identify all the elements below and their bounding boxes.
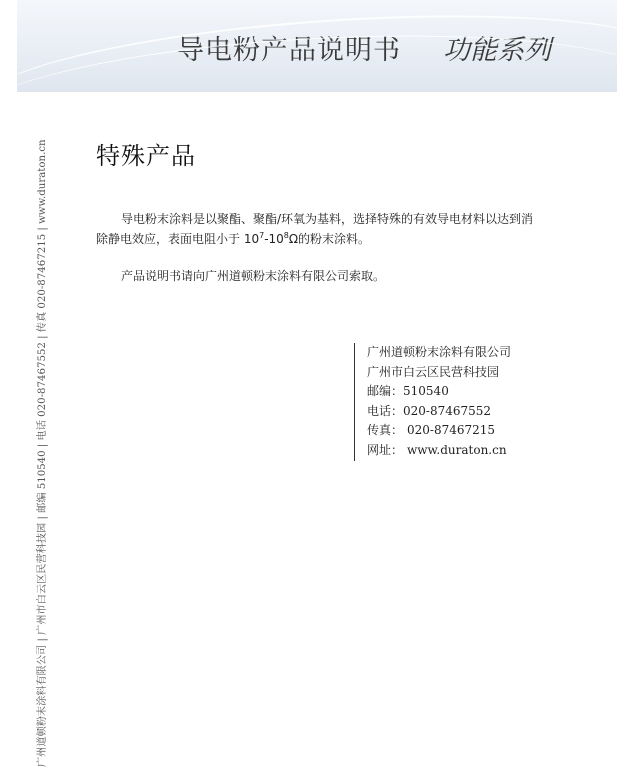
description-text-c: Ω的粉末涂料。 — [288, 232, 371, 246]
website-row — [367, 441, 511, 461]
contact-block — [354, 343, 511, 461]
phone-row — [367, 402, 511, 422]
phone-value: 020-87467552 — [403, 403, 492, 418]
fax-row — [367, 421, 511, 441]
sidebar-contact-strip: 广州道顿粉末涂料有限公司 | 广州市白云区民营科技园 | 邮编 510540 | 电话 020-87467552 | 传真 020-87467215 | www.duraton.cn — [37, 139, 48, 767]
fax-value: 020-87467215 — [407, 423, 496, 438]
company-name: 广州道顿粉末涂料有限公司 — [367, 345, 512, 359]
product-description — [96, 209, 544, 249]
manual-request-note: 产品说明书请向广州道顿粉末涂料有限公司索取。 — [121, 269, 386, 283]
postcode-value: 510540 — [403, 384, 449, 399]
description-text-a: 导电粉末涂料是以聚酯、聚酯/环氧为基料，选择特殊的有效导电材料以达到消除静电效应，表面电阻小于 10 — [96, 212, 534, 246]
exponent-low: 7 — [259, 231, 265, 240]
section-title: 特殊产品 — [96, 142, 196, 170]
postcode-label: 邮编： — [367, 384, 404, 399]
postcode-row — [367, 382, 511, 402]
website-label: 网址： — [367, 442, 404, 457]
phone-label: 电话： — [367, 403, 404, 418]
series-subtitle: 功能系列 — [443, 35, 551, 66]
website-link[interactable]: www.duraton.cn — [407, 442, 507, 457]
fax-label: 传真： — [367, 423, 404, 438]
exponent-high: 8 — [283, 231, 289, 240]
company-address: 广州市白云区民营科技园 — [367, 364, 500, 379]
header-banner — [17, 0, 617, 92]
description-text-b: -10 — [264, 232, 284, 246]
document-title: 导电粉产品说明书 — [177, 35, 401, 66]
